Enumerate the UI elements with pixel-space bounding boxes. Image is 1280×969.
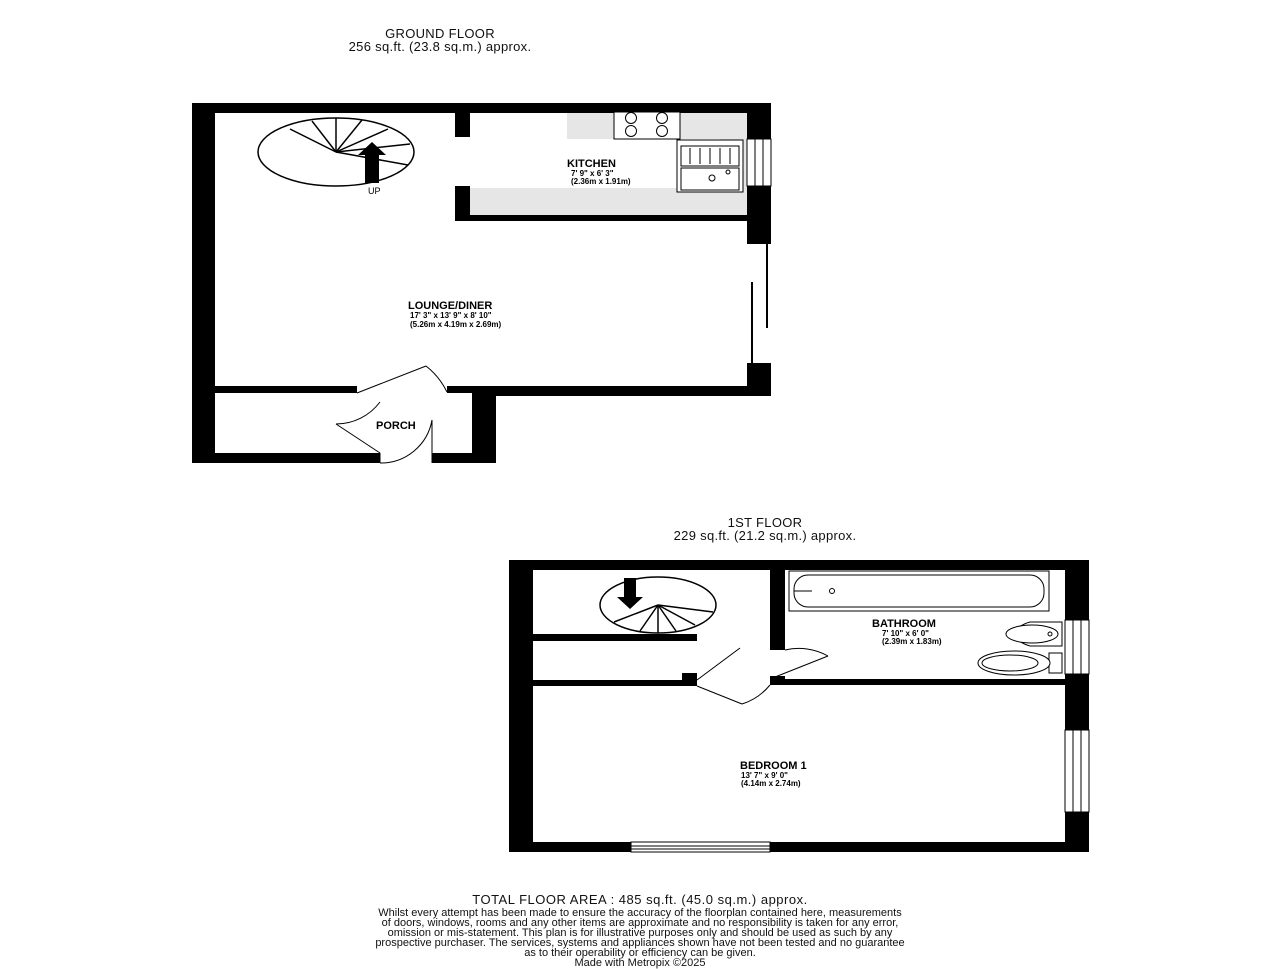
lounge-dim-metric: (5.26m x 4.19m x 2.69m) xyxy=(410,320,502,329)
kitchen-dim-metric: (2.36m x 1.91m) xyxy=(571,177,631,186)
total-floor-area: TOTAL FLOOR AREA : 485 sq.ft. (45.0 sq.m.) approx. xyxy=(472,892,808,907)
kitchen-dim-imperial: 7' 9" x 6' 3" xyxy=(571,169,614,178)
disclaimer-line: of doors, windows, rooms and any other items are approximate and no responsibility is taken for any error, xyxy=(381,917,899,929)
spiral-stair-first xyxy=(600,577,716,633)
porch-inner-door xyxy=(357,366,447,393)
spiral-stair-ground xyxy=(258,118,414,186)
wall-porch-right xyxy=(472,386,496,463)
bathroom-dim-metric: (2.39m x 1.83m) xyxy=(882,637,942,646)
lounge-sliding-door xyxy=(752,244,767,363)
bedroom-dim-imperial: 13' 7" x 9' 0" xyxy=(741,771,788,780)
ff-wall-right-top xyxy=(1065,560,1089,620)
wall-bottom-left xyxy=(192,453,380,463)
wall-right-bottom xyxy=(747,363,771,396)
kitchen-wall-bottom xyxy=(455,215,747,221)
disclaimer xyxy=(0,908,1280,968)
toilet-icon xyxy=(978,651,1062,675)
stair-up-arrow xyxy=(358,142,386,183)
kitchen-name: KITCHEN xyxy=(567,158,616,170)
ff-wall-right-bottom xyxy=(1065,812,1089,852)
bathroom-dim-imperial: 7' 10" x 6' 0" xyxy=(882,629,929,638)
bedroom-name: BEDROOM 1 xyxy=(740,760,807,772)
stair-up-label: UP xyxy=(368,186,381,196)
first-floor-area: 229 sq.ft. (21.2 sq.m.) approx. xyxy=(673,528,857,543)
porch-wall-top-right xyxy=(447,386,472,393)
ff-landing-wall xyxy=(533,634,697,641)
wall-top xyxy=(192,103,771,113)
bedroom-side-window xyxy=(1065,730,1089,812)
wall-right-mid xyxy=(747,186,771,244)
ff-wall-left xyxy=(509,560,533,852)
hob-icon xyxy=(614,112,680,139)
ground-floor-title: GROUND FLOOR xyxy=(385,26,495,41)
bedroom-dim-metric: (4.14m x 2.74m) xyxy=(741,779,801,788)
first-floor-plan xyxy=(509,560,1089,852)
kitchen-window xyxy=(747,139,771,186)
ff-bath-left-wall xyxy=(770,570,785,650)
wall-right-top xyxy=(747,103,771,139)
ground-floor-plan xyxy=(192,103,771,463)
ff-bedroom-door xyxy=(697,648,770,704)
porch-wall-top xyxy=(215,386,357,393)
ff-bathroom-door xyxy=(770,648,828,679)
disclaimer-line: omission or mis-statement. This plan is for illustrative purposes only and should be used as such by any xyxy=(387,927,893,939)
bathroom-name: BATHROOM xyxy=(872,618,936,630)
porch-name: PORCH xyxy=(376,420,416,432)
bathroom-window xyxy=(1065,620,1089,674)
ground-floor-area: 256 sq.ft. (23.8 sq.m.) approx. xyxy=(348,39,532,54)
kitchen-partition-top xyxy=(455,103,470,137)
bedroom-bottom-window xyxy=(631,842,770,852)
first-floor-title: 1ST FLOOR xyxy=(727,515,803,530)
lounge-name: LOUNGE/DINER xyxy=(408,300,493,312)
ff-bedroom-top-wall-right xyxy=(770,679,1065,685)
wall-left xyxy=(192,103,215,463)
bathtub-icon xyxy=(789,571,1049,611)
ff-wall-bottom-right xyxy=(770,842,1089,852)
lounge-dim-imperial: 17' 3" x 13' 9" x 8' 10" xyxy=(410,311,492,320)
disclaimer-credit: Made with Metropix ©2025 xyxy=(574,957,706,969)
washbasin-icon xyxy=(1006,622,1062,646)
kitchen-sink-icon xyxy=(677,140,743,192)
ff-bath-jamb xyxy=(770,676,785,685)
ff-wall-right-mid xyxy=(1065,674,1089,730)
disclaimer-line: prospective purchaser. The services, systems and appliances shown have not been tested and no guarantee xyxy=(375,937,905,949)
ff-wall-top xyxy=(509,560,1089,570)
ff-wall-bottom-left xyxy=(509,842,631,852)
ff-bedroom-top-wall-left xyxy=(533,680,697,686)
disclaimer-line: Whilst every attempt has been made to ensure the accuracy of the floorplan contained here, measurements xyxy=(378,907,902,919)
ff-door-jamb xyxy=(682,673,697,686)
disclaimer-line: as to their operability or efficiency can be given. xyxy=(524,947,756,959)
wall-lounge-bottom xyxy=(472,386,771,396)
